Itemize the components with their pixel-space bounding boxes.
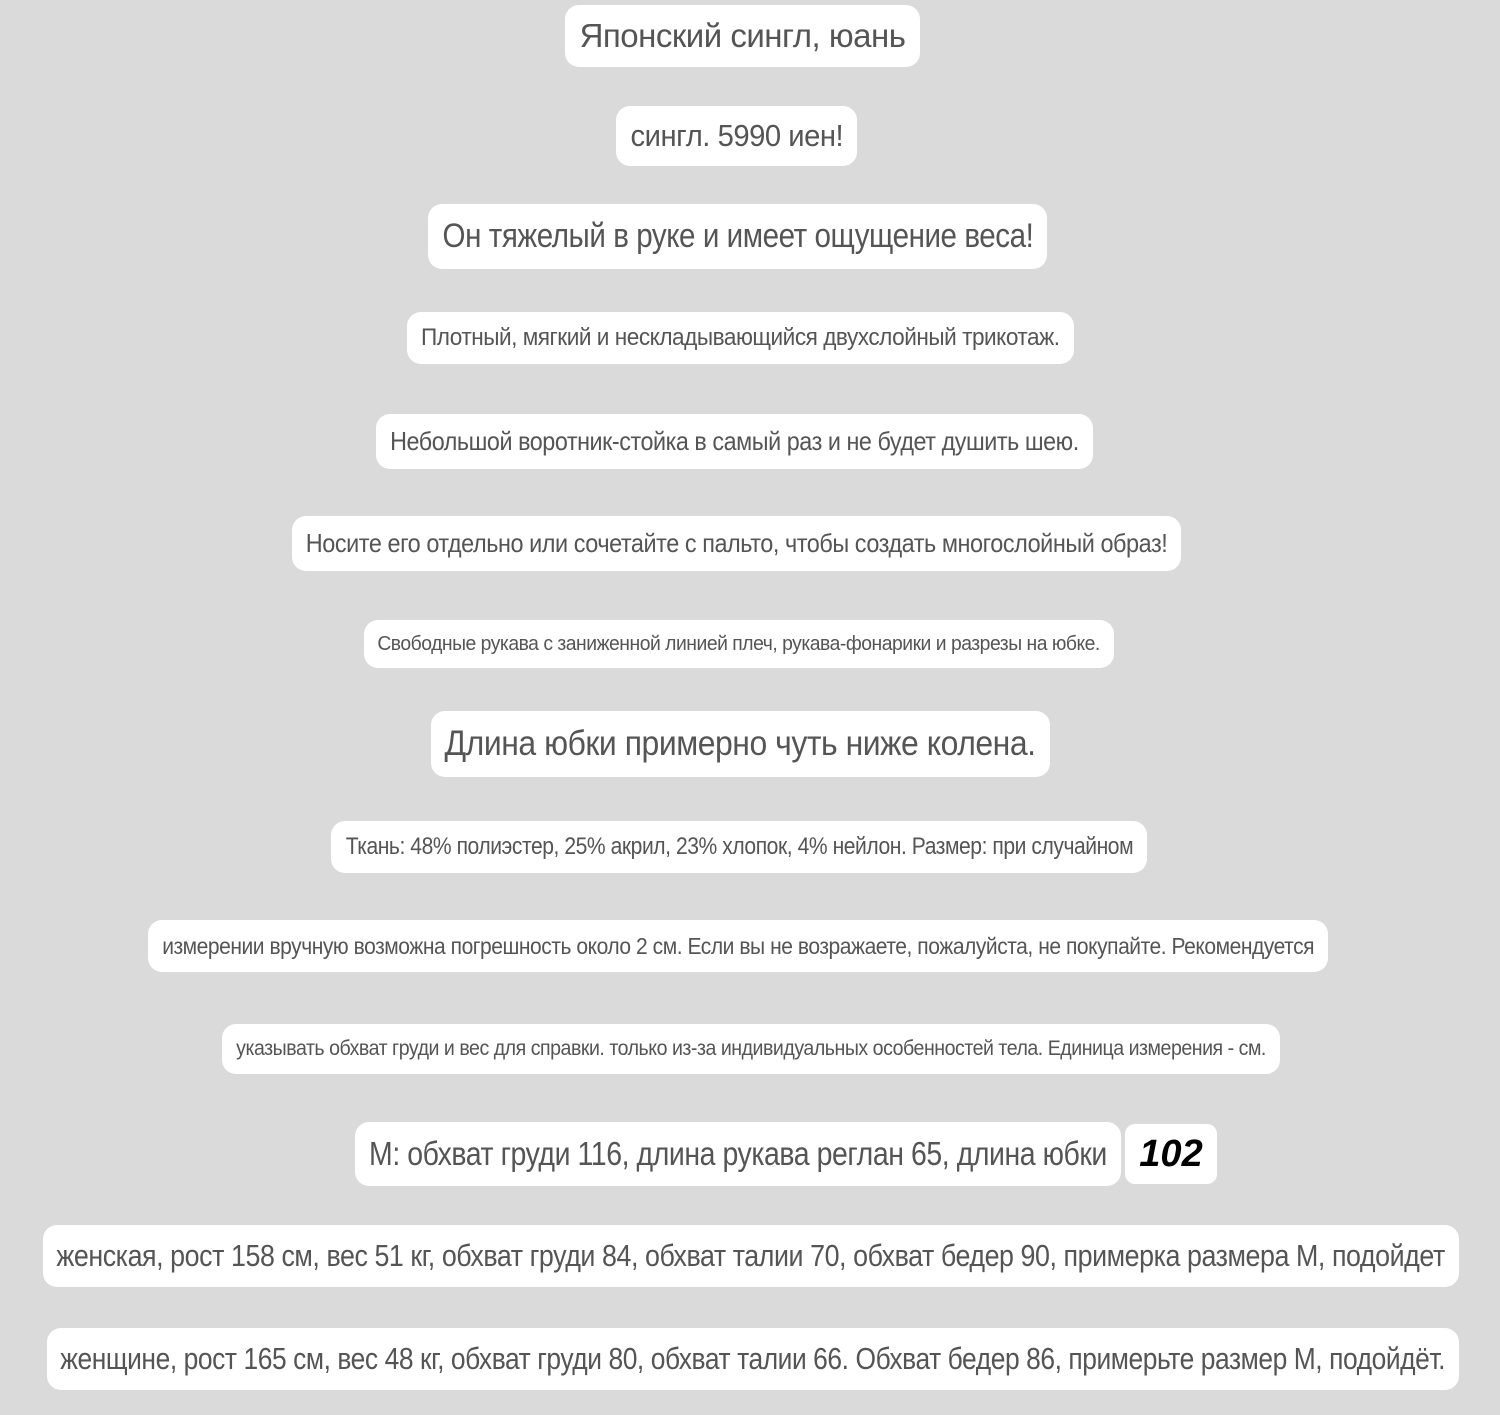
caption-units-note	[222, 1024, 1280, 1074]
caption-text: измерении вручную возможна погрешность около 2 см. Если вы не возражаете, пожалуйста, не покупайте. Рекомендуется	[162, 932, 1314, 959]
caption-measurement-note	[148, 920, 1328, 972]
caption-text: Он тяжелый в руке и имеет ощущение веса!	[442, 217, 1033, 255]
caption-text: Свободные рукава с заниженной линией плеч, рукава-фонарики и разрезы на юбке.	[377, 632, 1101, 655]
caption-weight	[428, 204, 1047, 269]
caption-text: указывать обхват груди и вес для справки. только из-за индивидуальных особенностей тела. Единица измерения - см.	[236, 1037, 1266, 1060]
caption-collar	[376, 414, 1093, 469]
caption-fabric-knit	[407, 312, 1074, 364]
caption-skirt-length	[431, 711, 1050, 777]
caption-sleeves	[364, 620, 1114, 668]
caption-title	[565, 5, 920, 67]
caption-text: сингл. 5990 иен!	[630, 118, 843, 153]
caption-text: Небольшой воротник-стойка в самый раз и не будет душить шею.	[390, 426, 1079, 456]
caption-text: Носите его отдельно или сочетайте с пальто, чтобы создать многослойный образ!	[305, 528, 1168, 558]
caption-text: Ткань: 48% полиэстер, 25% акрил, 23% хлопок, 4% нейлон. Размер: при случайном	[345, 833, 1133, 860]
caption-text: Длина юбки примерно чуть ниже колена.	[444, 724, 1037, 763]
caption-model-2	[47, 1328, 1459, 1390]
caption-text: Плотный, мягкий и нескладывающийся двухслойный трикотаж.	[421, 324, 1060, 351]
caption-price	[616, 106, 857, 166]
caption-text: 102	[1139, 1132, 1203, 1175]
caption-skirt-length-value	[1125, 1124, 1217, 1184]
caption-styling	[292, 516, 1181, 571]
caption-text: Японский сингл, юань	[579, 17, 906, 54]
caption-model-1	[43, 1225, 1459, 1287]
caption-size-m	[355, 1122, 1121, 1186]
caption-text: М: обхват груди 116, длина рукава реглан 65, длина юбки	[369, 1135, 1107, 1172]
caption-text: женская, рост 158 см, вес 51 кг, обхват груди 84, обхват талии 70, обхват бедер 90, примерка размера М, подойдет	[56, 1238, 1446, 1273]
caption-composition	[331, 821, 1147, 873]
caption-text: женщине, рост 165 см, вес 48 кг, обхват груди 80, обхват талии 66. Обхват бедер 86, примерьте размер М, подойдёт.	[60, 1341, 1446, 1376]
